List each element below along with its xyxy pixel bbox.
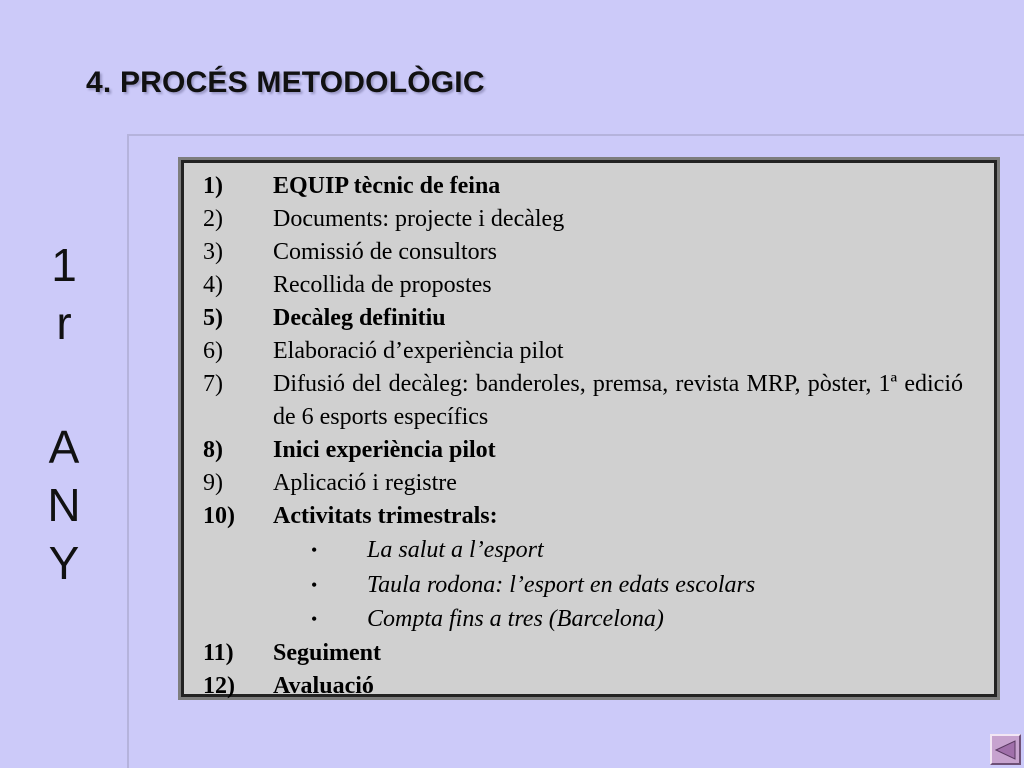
steps-box <box>178 157 1000 700</box>
side-label-char: N <box>47 479 81 531</box>
item-text: Comissió de consultors <box>273 239 498 265</box>
frame-line-top <box>127 134 1024 136</box>
list-item <box>203 434 963 467</box>
side-label-word <box>28 418 100 592</box>
item-number: 11) <box>203 639 234 666</box>
item-text: Avaluació <box>273 672 374 699</box>
item-number: 6) <box>203 338 223 364</box>
side-label-char: Y <box>48 537 80 589</box>
item-text: Difusió del decàleg: banderoles, premsa, revista MRP, pòster, 1ª edició de 6 esports específics <box>273 371 963 430</box>
list-item <box>203 236 963 269</box>
item-text: EQUIP tècnic de feina <box>273 173 501 199</box>
side-label-char: 1 <box>51 239 77 291</box>
list-item <box>203 335 963 368</box>
item-number: 4) <box>203 272 223 298</box>
list-item <box>203 170 963 203</box>
bullet-icon: • <box>311 540 318 560</box>
item-text: Elaboració d’experiència pilot <box>273 338 564 364</box>
sub-item-text: Taula rodona: l’esport en edats escolars <box>367 571 756 598</box>
sub-list-item <box>203 568 963 603</box>
item-number: 9) <box>203 470 223 496</box>
list-item <box>203 637 963 670</box>
slide-title: 4. PROCÉS METODOLÒGIC <box>86 66 485 99</box>
bullet-icon: • <box>311 574 318 595</box>
side-label-char: r <box>56 297 72 349</box>
item-text: Decàleg definitiu <box>273 305 446 331</box>
list-item <box>203 203 963 236</box>
list-item <box>203 302 963 335</box>
item-text: Recollida de propostes <box>273 272 492 298</box>
item-number: 7) <box>203 371 223 397</box>
item-text: Seguiment <box>273 639 381 666</box>
list-item <box>203 500 963 533</box>
bullet-icon: • <box>311 609 318 629</box>
sub-item-text: La salut a l’esport <box>367 537 544 563</box>
item-number: 10) <box>203 503 235 529</box>
item-number: 8) <box>203 437 223 463</box>
list-item <box>203 368 963 434</box>
side-label-char: A <box>48 421 80 473</box>
item-number: 5) <box>203 305 223 331</box>
item-text: Aplicació i registre <box>273 470 457 496</box>
item-number: 3) <box>203 239 223 265</box>
list-item <box>203 670 963 703</box>
item-text: Activitats trimestrals: <box>273 503 498 529</box>
steps-list <box>203 170 963 703</box>
back-arrow-icon <box>995 740 1017 760</box>
sub-item-text: Compta fins a tres (Barcelona) <box>367 606 664 632</box>
item-number: 2) <box>203 206 223 232</box>
list-item <box>203 467 963 500</box>
item-number: 12) <box>203 672 235 699</box>
sub-list-item <box>203 602 963 637</box>
item-number: 1) <box>203 173 223 199</box>
side-label-ordinal <box>28 236 100 352</box>
sub-list-item <box>203 533 963 568</box>
item-text: Inici experiència pilot <box>273 437 496 463</box>
frame-line-left <box>127 134 129 768</box>
list-item <box>203 269 963 302</box>
back-button[interactable] <box>990 734 1021 765</box>
item-text: Documents: projecte i decàleg <box>273 206 565 232</box>
